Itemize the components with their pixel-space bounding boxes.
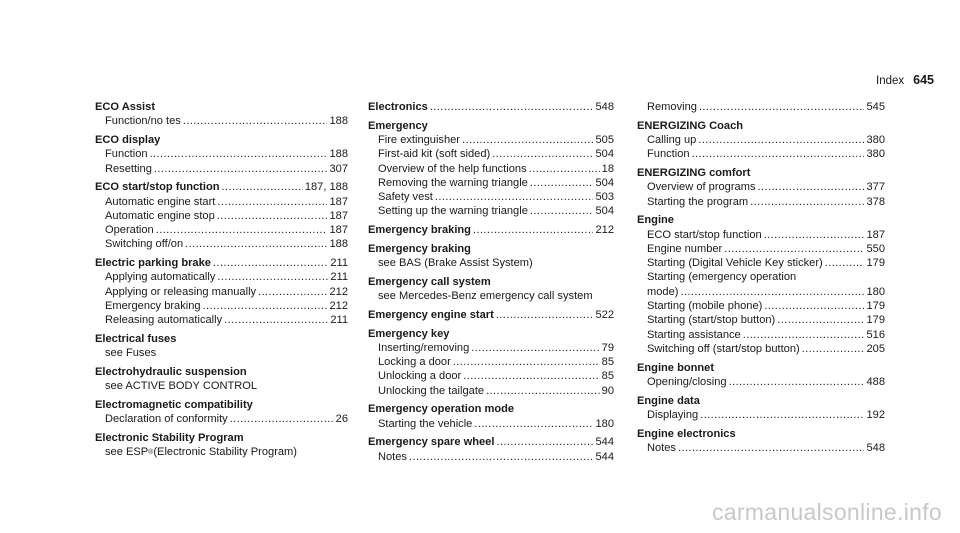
- page-ref[interactable]: 380: [866, 148, 885, 161]
- index-subentry: [95, 412, 348, 426]
- leader-dots: [217, 270, 328, 284]
- leader-dots: [474, 417, 593, 431]
- leader-dots: [496, 308, 594, 322]
- index-term-line: [637, 394, 885, 408]
- index-term-line: [637, 119, 885, 133]
- index-term-line: [637, 213, 885, 227]
- subentry-text: Removing the warning triangle: [378, 176, 528, 189]
- subentry-text: Automatic engine stop: [105, 209, 215, 222]
- subentry-text: Starting the program: [647, 195, 749, 208]
- leader-dots: [692, 147, 865, 161]
- index-term: Engine electronics: [637, 427, 736, 440]
- leader-dots: [729, 375, 865, 389]
- index-entry: [637, 166, 885, 209]
- index-subentry: [637, 285, 885, 299]
- index-subentry: see ESP ® (Electronic Stability Program): [105, 446, 297, 459]
- index-term-line: [368, 119, 614, 133]
- subentry-text: Engine number: [647, 242, 723, 255]
- page-ref[interactable]: 504: [595, 176, 614, 189]
- leader-dots: [471, 341, 599, 355]
- index-entry: [95, 431, 348, 460]
- subentry-text: Removing: [647, 101, 697, 113]
- subentry-text: Applying automatically: [105, 271, 216, 284]
- leader-dots: [154, 162, 328, 176]
- index-entry: [95, 256, 348, 327]
- index-subentry: [368, 204, 614, 218]
- page-number: 645: [913, 73, 934, 87]
- page-ref[interactable]: 212: [329, 285, 348, 298]
- index-term: Emergency spare wheel: [368, 436, 495, 449]
- index-entry: [95, 332, 348, 361]
- subentry-text: Starting (start/stop button): [647, 314, 776, 327]
- subentry-text: Operation: [105, 224, 154, 237]
- page-ref[interactable]: 503: [595, 191, 614, 204]
- index-entry: [368, 327, 614, 398]
- subentry-text: Resetting: [105, 162, 152, 175]
- page-ref[interactable]: 180: [866, 285, 885, 298]
- index-term: Emergency call system: [368, 275, 491, 288]
- index-term: Emergency braking: [368, 224, 471, 237]
- index-entry: [368, 119, 614, 219]
- page-ref[interactable]: 188: [329, 115, 348, 128]
- leader-dots: [825, 256, 865, 270]
- index-entry: [368, 242, 614, 271]
- index-term: ECO Assist: [95, 101, 156, 113]
- index-entry: [637, 361, 885, 390]
- index-term: ENERGIZING comfort: [637, 166, 751, 179]
- index-subentry: [368, 176, 614, 190]
- index-subentry: [368, 384, 614, 398]
- page-ref[interactable]: 504: [595, 205, 614, 218]
- subentry-text[interactable]: see ESP: [105, 446, 149, 459]
- leader-dots: [764, 228, 865, 242]
- index-subentry: [95, 270, 348, 284]
- page-ref[interactable]: 548: [595, 101, 614, 113]
- page-ref[interactable]: 187: [329, 195, 348, 208]
- leader-dots: [724, 242, 864, 256]
- index-term: Electrohydraulic suspension: [95, 366, 247, 378]
- index-subentry: [368, 369, 614, 383]
- index-term: Electric parking brake: [95, 257, 211, 270]
- index-subentry: [637, 256, 885, 270]
- page-ref[interactable]: 187: [866, 228, 885, 241]
- index-subentry: [95, 209, 348, 223]
- index-entry: [368, 275, 614, 304]
- leader-dots: [217, 195, 327, 209]
- subentry-text: Notes: [378, 450, 407, 463]
- index-term-line: [95, 256, 348, 270]
- index-entry: [637, 213, 885, 356]
- subentry-text: First-aid kit (soft sided): [378, 148, 491, 161]
- leader-dots: [529, 162, 600, 176]
- leader-dots: [213, 256, 328, 270]
- page-ref[interactable]: 179: [866, 314, 885, 327]
- index-subentry: [95, 114, 348, 128]
- leader-dots: [156, 223, 328, 237]
- page-ref[interactable]: 187: [329, 224, 348, 237]
- leader-dots: [217, 209, 328, 223]
- index-term: ECO start/stop function: [95, 181, 220, 194]
- index-subentry: [637, 270, 885, 284]
- index-term: Electrical fuses: [95, 333, 177, 346]
- page-ref[interactable]: 85: [601, 356, 614, 369]
- index-term: Electromagnetic compatibility: [95, 398, 253, 411]
- page-ref[interactable]: 522: [595, 308, 614, 321]
- index-term-line: [95, 431, 348, 445]
- index-entry: [637, 427, 885, 456]
- index-term-line: [95, 332, 348, 346]
- subentry-text[interactable]: see Mercedes-Benz emergency call system: [378, 290, 593, 303]
- leader-dots: [435, 190, 594, 204]
- leader-dots: [150, 147, 328, 161]
- index-subentry: [95, 299, 348, 313]
- index-entry: [95, 133, 348, 176]
- index-term-line: [368, 327, 614, 341]
- index-term-line: [95, 133, 348, 147]
- leader-dots: [530, 204, 594, 218]
- page-ref[interactable]: 505: [595, 133, 614, 146]
- index-term-line: [368, 100, 614, 114]
- index-entry: [95, 365, 348, 394]
- index-term-line: [368, 242, 614, 256]
- subentry-text: Starting the vehicle: [378, 417, 473, 430]
- index-subentry: [637, 299, 885, 313]
- leader-dots: [678, 441, 865, 455]
- page-ref[interactable]: 188: [329, 238, 348, 251]
- index-term: Engine bonnet: [637, 361, 715, 374]
- leader-dots: [530, 176, 594, 190]
- leader-dots: [698, 133, 864, 147]
- index-subentry: [637, 180, 885, 194]
- index-subentry: [637, 408, 885, 422]
- page-ref[interactable]: 187, 188: [304, 181, 348, 194]
- leader-dots: [453, 355, 600, 369]
- subentry-text: Setting up the warning triangle: [378, 205, 528, 218]
- index-entry: [637, 119, 885, 162]
- index-entry: [368, 435, 614, 464]
- subentry-text[interactable]: see Fuses: [105, 347, 157, 360]
- subentry-text-cont: (Electronic Stability Program): [153, 446, 297, 459]
- page-ref[interactable]: 192: [866, 408, 885, 421]
- leader-dots: [777, 313, 864, 327]
- leader-dots: [680, 285, 864, 299]
- index-subentry: [637, 313, 885, 327]
- index-term: ENERGIZING Coach: [637, 119, 744, 132]
- page-ref[interactable]: 550: [866, 242, 885, 255]
- index-term: Emergency engine start: [368, 308, 494, 321]
- page-ref[interactable]: 380: [866, 133, 885, 146]
- index-subentry: [368, 256, 614, 270]
- subentry-text: Function: [105, 148, 148, 161]
- index-subentry: [95, 379, 348, 393]
- index-subentry: [95, 223, 348, 237]
- subentry-text: Unlocking the tailgate: [378, 384, 485, 397]
- index-subentry: [368, 133, 614, 147]
- subentry-text[interactable]: see ACTIVE BODY CONTROL: [105, 380, 258, 393]
- subentry-text: Automatic engine start: [105, 195, 216, 208]
- index-subentry: [368, 190, 614, 204]
- page-ref[interactable]: 545: [866, 101, 885, 113]
- page-ref[interactable]: 378: [866, 195, 885, 208]
- index-entry: [95, 180, 348, 251]
- subentry-text: Unlocking a door: [378, 370, 462, 383]
- page-ref[interactable]: 187: [329, 209, 348, 222]
- page-ref[interactable]: 212: [329, 300, 348, 313]
- index-subentry: [637, 342, 885, 356]
- page-header: [876, 73, 934, 91]
- index-subentry: [95, 285, 348, 299]
- leader-dots: [258, 285, 327, 299]
- index-term-line: [368, 435, 614, 449]
- page-ref[interactable]: 307: [329, 162, 348, 175]
- page-ref[interactable]: 179: [866, 300, 885, 313]
- index-subentry: [95, 237, 348, 251]
- index-term-line: [368, 275, 614, 289]
- index-subentry: [637, 133, 885, 147]
- subentry-text: Calling up: [647, 133, 697, 146]
- index-subentry: [95, 346, 348, 360]
- index-term-line: [95, 398, 348, 412]
- subentry-text: Switching off/on: [105, 238, 184, 251]
- subentry-text: Function: [647, 148, 690, 161]
- index-column-2: [368, 100, 614, 468]
- leader-dots: [758, 180, 865, 194]
- subentry-text: Safety vest: [378, 191, 433, 204]
- page-ref[interactable]: 504: [595, 148, 614, 161]
- leader-dots: [203, 299, 328, 313]
- leader-dots: [492, 147, 593, 161]
- index-term: Emergency braking: [368, 242, 471, 255]
- subentry-text: Function/no tes: [105, 115, 181, 128]
- subentry-text[interactable]: see BAS (Brake Assist System): [378, 257, 533, 270]
- index-term-line: [95, 365, 348, 379]
- index-term-line: [95, 180, 348, 194]
- index-subentry: [95, 195, 348, 209]
- index-subentry: [637, 242, 885, 256]
- page-ref[interactable]: 180: [595, 417, 614, 430]
- subentry-text: Inserting/removing: [378, 341, 470, 354]
- index-column-1: [95, 100, 348, 464]
- index-subentry: [637, 441, 885, 455]
- leader-dots: [409, 450, 594, 464]
- subentry-text: mode): [647, 285, 679, 298]
- page-ref[interactable]: 516: [866, 328, 885, 341]
- index-entry: [95, 100, 348, 129]
- index-term-line: [95, 100, 348, 114]
- page-ref[interactable]: 18: [601, 162, 614, 175]
- index-term: Emergency operation mode: [368, 403, 515, 416]
- index-term-line: [637, 427, 885, 441]
- subentry-text: Releasing automatically: [105, 314, 223, 327]
- index-entry: [637, 394, 885, 423]
- subentry-text: Starting (Digital Vehicle Key sticker): [647, 257, 823, 270]
- leader-dots: [230, 412, 334, 426]
- leader-dots: [496, 435, 593, 449]
- index-column-3: [637, 100, 885, 460]
- index-subentry: [637, 147, 885, 161]
- subentry-text: Starting assistance: [647, 328, 741, 341]
- leader-dots: [700, 408, 864, 422]
- index-entry: [368, 402, 614, 431]
- index-term: ECO display: [95, 133, 161, 146]
- subentry-text: Locking a door: [378, 356, 451, 369]
- subentry-text: ECO start/stop function: [647, 228, 762, 241]
- leader-dots: [462, 133, 593, 147]
- page-ref[interactable]: 188: [329, 148, 348, 161]
- subentry-text: Fire extinguisher: [378, 133, 461, 146]
- page-ref[interactable]: 211: [330, 271, 348, 284]
- page-ref[interactable]: 79: [601, 341, 614, 354]
- index-subentry: [637, 100, 885, 114]
- index-term-line: [637, 166, 885, 180]
- index-term: Engine: [637, 214, 674, 227]
- page-ref[interactable]: 488: [866, 375, 885, 388]
- index-term-line: [637, 361, 885, 375]
- index-subentry: [368, 341, 614, 355]
- index-term: Electronics: [368, 101, 428, 113]
- index-entry: [368, 100, 614, 114]
- leader-dots: [802, 342, 865, 356]
- leader-dots: [222, 180, 303, 194]
- index-entry: [95, 398, 348, 427]
- page-ref[interactable]: 85: [601, 370, 614, 383]
- page-ref[interactable]: 26: [335, 413, 348, 426]
- page-ref[interactable]: 211: [330, 314, 348, 327]
- index-term: Emergency key: [368, 327, 450, 340]
- index-term-line: [368, 402, 614, 416]
- watermark: carmanualsonline.info: [711, 498, 942, 525]
- index-subentry: [368, 450, 614, 464]
- index-subentry: [368, 355, 614, 369]
- leader-dots: [185, 237, 327, 251]
- index-entry: [368, 308, 614, 322]
- index-subentry: [637, 375, 885, 389]
- subentry-text: Switching off (start/stop button): [647, 342, 800, 355]
- page-ref[interactable]: 90: [601, 384, 614, 397]
- index-subentry: [637, 195, 885, 209]
- leader-dots: [486, 384, 600, 398]
- index-term: Engine data: [637, 394, 700, 407]
- index-subentry: [637, 228, 885, 242]
- page-ref[interactable]: 544: [595, 436, 614, 449]
- index-subentry: [95, 313, 348, 327]
- page-ref[interactable]: 205: [866, 342, 885, 355]
- subentry-text: Applying or releasing manually: [105, 285, 257, 298]
- page-ref[interactable]: 544: [595, 450, 614, 463]
- subentry-text: Emergency braking: [105, 300, 201, 313]
- index-subentry: [637, 328, 885, 342]
- index-subentry: [368, 147, 614, 161]
- index-term: Electronic Stability Program: [95, 431, 244, 444]
- subentry-text: Overview of programs: [647, 181, 756, 194]
- leader-dots: [764, 299, 864, 313]
- leader-dots: [473, 223, 594, 237]
- leader-dots: [463, 369, 599, 383]
- leader-dots: [183, 114, 328, 128]
- index-entry: [368, 223, 614, 237]
- leader-dots: [750, 195, 864, 209]
- index-term: Emergency: [368, 119, 428, 132]
- subentry-text: Displaying: [647, 408, 699, 421]
- leader-dots: [430, 100, 594, 114]
- page-ref[interactable]: 212: [595, 224, 614, 237]
- page-ref[interactable]: 548: [866, 441, 885, 454]
- index-term-line: [368, 308, 614, 322]
- header-title: Index: [876, 75, 905, 87]
- index-subentry: [368, 417, 614, 431]
- subentry-text: Opening/closing: [647, 375, 727, 388]
- subentry-text: Notes: [647, 441, 676, 454]
- leader-dots: [699, 100, 865, 114]
- index-subentry: [95, 147, 348, 161]
- subentry-text: Overview of the help functions: [378, 162, 527, 175]
- page-ref[interactable]: 179: [866, 257, 885, 270]
- index-subentry: [95, 162, 348, 176]
- leader-dots: [743, 328, 865, 342]
- subentry-text: Declaration of conformity: [105, 413, 228, 426]
- page-ref[interactable]: 377: [866, 181, 885, 194]
- subentry-text: Starting (mobile phone): [647, 300, 763, 313]
- index-subentry: [368, 289, 614, 303]
- index-term-line: [368, 223, 614, 237]
- index-entry: [637, 100, 885, 114]
- subentry-text: Starting (emergency operation: [647, 271, 797, 284]
- page-ref[interactable]: 211: [330, 257, 348, 270]
- index-subentry: [368, 162, 614, 176]
- leader-dots: [224, 313, 328, 327]
